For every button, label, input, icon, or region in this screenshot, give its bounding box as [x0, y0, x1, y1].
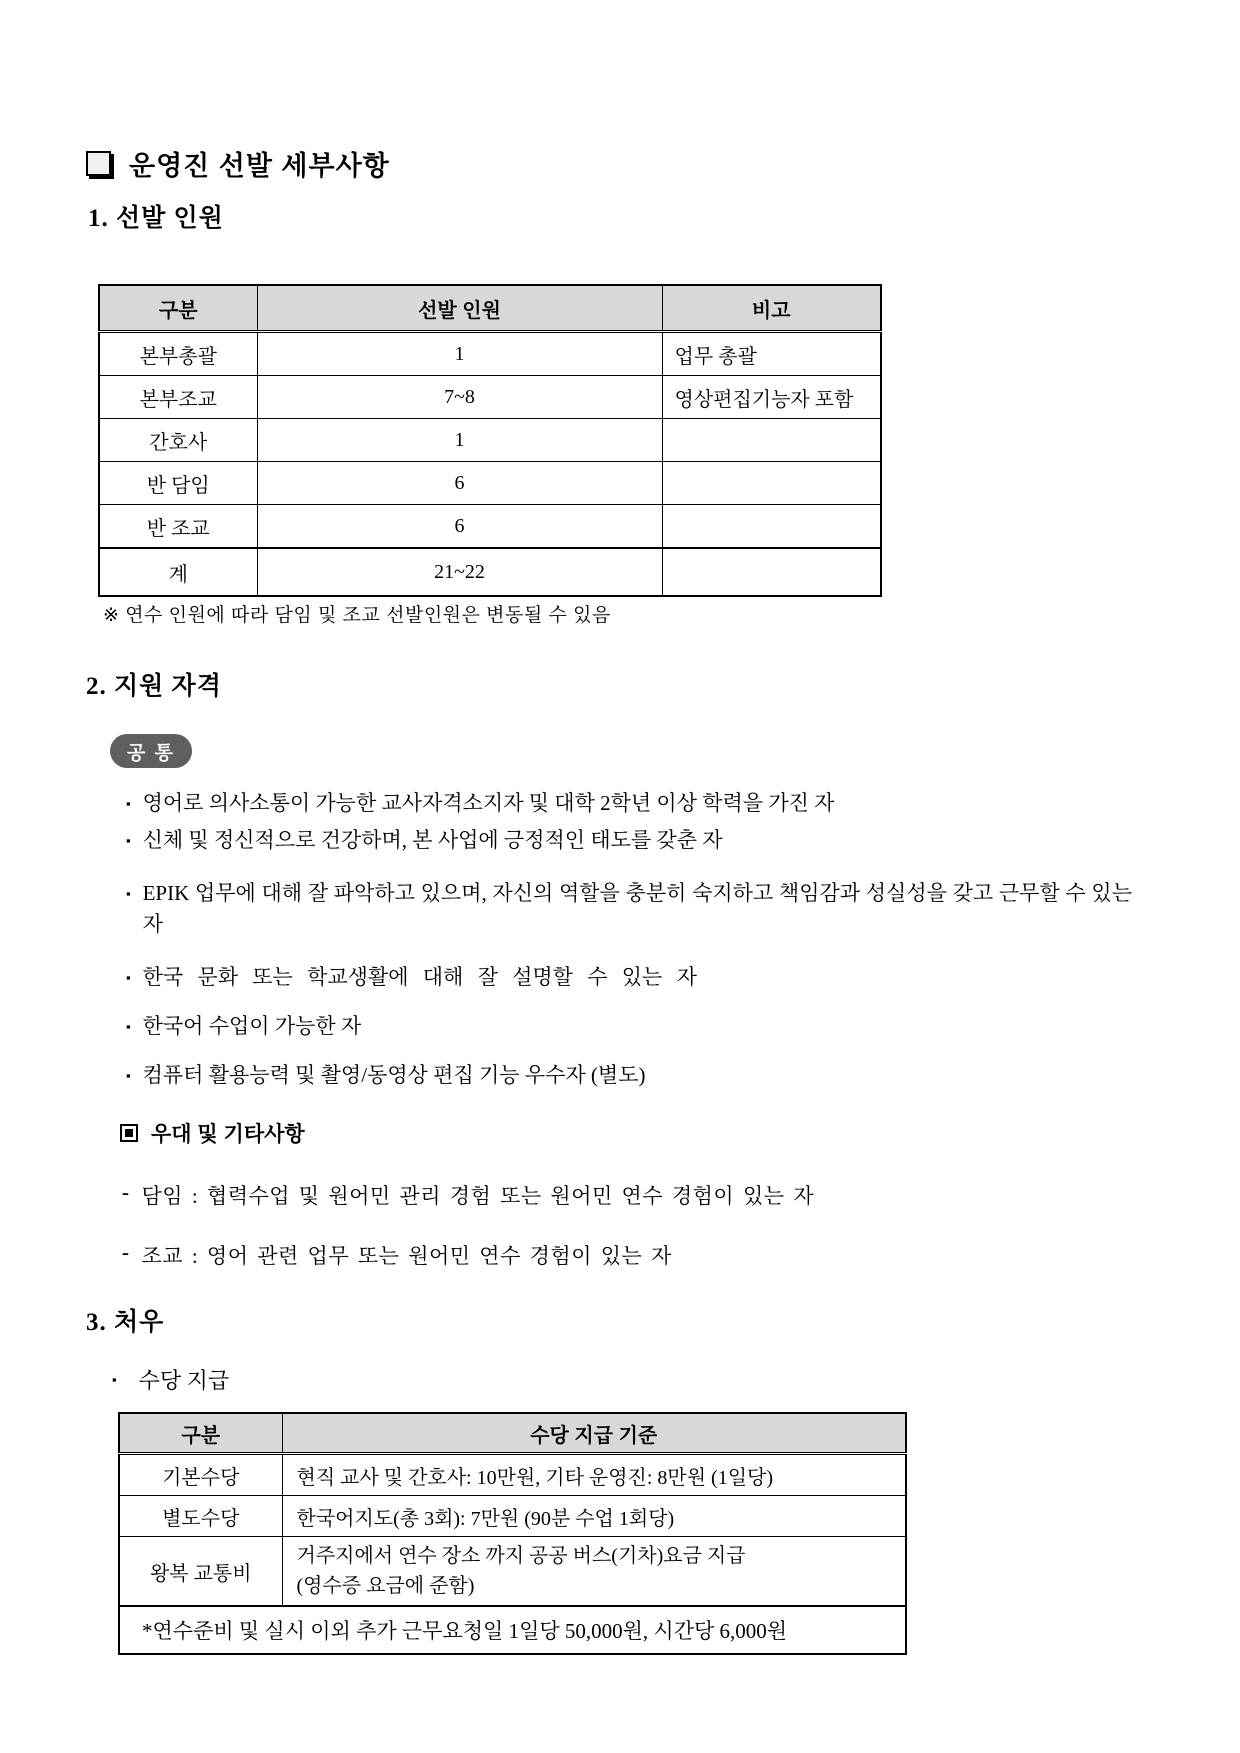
row-label: 왕복 교통비 — [119, 1537, 282, 1607]
selection-count-table — [98, 284, 882, 597]
allowance-table — [118, 1412, 907, 1655]
table-row — [119, 1537, 906, 1607]
section3-heading: 3. 처우 — [86, 1309, 165, 1336]
row-note — [662, 419, 881, 462]
list-item — [126, 1060, 1132, 1091]
preferred-item-jogyo — [122, 1240, 672, 1270]
list-item-text: 신체 및 정신적으로 건강하며, 본 사업에 긍정적인 태도를 갖춘 자 — [142, 828, 723, 852]
section2-heading: 2. 지원 자격 — [86, 673, 222, 700]
list-item-text: 한국어 수업이 가능한 자 — [142, 1014, 362, 1038]
sub-section-heading — [120, 1118, 305, 1148]
row-count: 6 — [257, 462, 662, 505]
table-row — [99, 462, 881, 505]
row-count: 6 — [257, 505, 662, 549]
table-row — [99, 376, 881, 419]
col-header-gubun: 구분 — [119, 1413, 282, 1454]
bullet-icon: ▪ — [126, 796, 131, 811]
row-label: 본부총괄 — [99, 332, 257, 376]
total-label: 계 — [99, 548, 257, 596]
row-label: 별도수당 — [119, 1496, 282, 1537]
row-note: 영상편집기능자 포함 — [662, 376, 881, 419]
total-count: 21~22 — [257, 548, 662, 596]
table-header-row — [119, 1413, 906, 1454]
sub-section-heading-text: 우대 및 기타사항 — [151, 1123, 305, 1146]
section1-heading: 1. 선발 인원 — [88, 205, 224, 232]
preferred-item-damim — [122, 1180, 814, 1210]
filled-square-icon — [120, 1124, 138, 1142]
col-header-basis: 수당 지급 기준 — [282, 1413, 906, 1454]
bullet-icon: ▪ — [126, 833, 131, 848]
list-item — [126, 1011, 1132, 1042]
total-note — [662, 548, 881, 596]
row-label: 본부조교 — [99, 376, 257, 419]
row-desc-line2: (영수증 요금에 준함) — [296, 1575, 475, 1597]
row-desc — [282, 1537, 906, 1607]
allowance-bullet — [112, 1364, 229, 1395]
dash-icon: - — [122, 1240, 130, 1264]
preferred-item-text: 조교 : 영어 관련 업무 또는 원어민 연수 경험이 있는 자 — [141, 1244, 672, 1268]
table-row — [99, 505, 881, 549]
bullet-icon: ▪ — [126, 970, 131, 985]
row-count: 1 — [257, 332, 662, 376]
preferred-item-text: 담임 : 협력수업 및 원어민 관리 경험 또는 원어민 연수 경험이 있는 자 — [141, 1184, 815, 1208]
row-count: 7~8 — [257, 376, 662, 419]
allowance-bullet-text: 수당 지급 — [138, 1368, 230, 1393]
table-row — [119, 1496, 906, 1537]
bullet-icon: ▪ — [126, 1068, 131, 1083]
list-item — [126, 825, 1132, 856]
table-row — [99, 419, 881, 462]
table-row — [119, 1454, 906, 1496]
list-item — [126, 788, 1132, 819]
row-label: 기본수당 — [119, 1454, 282, 1496]
list-item-text: 영어로 의사소통이 가능한 교사자격소지자 및 대학 2학년 이상 학력을 가진 자 — [142, 791, 835, 815]
document-title-row — [86, 144, 390, 183]
col-header-count: 선발 인원 — [257, 285, 662, 332]
row-label: 반 조교 — [99, 505, 257, 549]
table-footnote-row — [119, 1606, 906, 1654]
list-item-text: 한국 문화 또는 학교생활에 대해 잘 설명할 수 있는 자 — [142, 965, 697, 989]
list-item-text: EPIK 업무에 대해 잘 파악하고 있으며, 자신의 역할을 충분히 숙지하고 책임감과 성실성을 갖고 근무할 수 있는 자 — [142, 881, 1132, 936]
qualification-list — [126, 788, 1132, 1091]
table1-footnote: ※ 연수 인원에 따라 담임 및 조교 선발인원은 변동될 수 있음 — [103, 605, 611, 626]
bullet-icon: ▪ — [112, 1371, 117, 1387]
row-label: 간호사 — [99, 419, 257, 462]
col-header-note: 비고 — [662, 285, 881, 332]
list-item — [126, 878, 1132, 940]
row-desc-line1: 거주지에서 연수 장소 까지 공공 버스(기차)요금 지급 — [296, 1545, 746, 1567]
bullet-icon: ▪ — [126, 886, 131, 901]
square-bullet-icon — [86, 151, 111, 176]
row-desc: 현직 교사 및 간호사: 10만원, 기타 운영진: 8만원 (1일당) — [282, 1454, 906, 1496]
table-total-row — [99, 548, 881, 596]
row-note: 업무 총괄 — [662, 332, 881, 376]
row-note — [662, 505, 881, 549]
table-row — [99, 332, 881, 376]
page-title: 운영진 선발 세부사항 — [129, 151, 390, 181]
row-desc: 한국어지도(총 3회): 7만원 (90분 수업 1회당) — [282, 1496, 906, 1537]
common-badge: 공 통 — [110, 734, 192, 768]
row-note — [662, 462, 881, 505]
col-header-gubun: 구분 — [99, 285, 257, 332]
list-item-text: 컴퓨터 활용능력 및 촬영/동영상 편집 기능 우수자 (별도) — [142, 1063, 646, 1087]
table-footnote-text: *연수준비 및 실시 이외 추가 근무요청일 1일당 50,000원, 시간당 6,000원 — [119, 1606, 906, 1654]
table-header-row — [99, 285, 881, 332]
list-item — [126, 962, 1132, 993]
dash-icon: - — [122, 1180, 130, 1204]
row-label: 반 담임 — [99, 462, 257, 505]
bullet-icon: ▪ — [126, 1019, 131, 1034]
row-count: 1 — [257, 419, 662, 462]
